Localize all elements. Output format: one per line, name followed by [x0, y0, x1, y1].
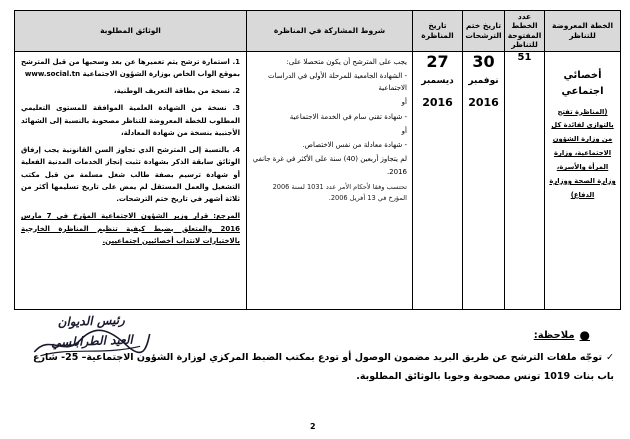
condition-item-1: - الشهادة الجامعية للمرحلة الأولى في الدراسات الاجتماعية [268, 71, 407, 92]
condition-age: لم يتجاوز أربعين (40) سنة على الأكثر في غرة جانفي 2016. [252, 155, 407, 176]
competition-table [14, 10, 621, 310]
condition-note: تحتسب وفقا لأحكام الأمر عدد 1031 لسنة 2006 المؤرخ في 13 أفريل 2006. [272, 182, 407, 203]
header-documents: الوثائق المطلوبة [15, 11, 247, 52]
condition-item-2: - شهادة تقني سام في الخدمة الاجتماعية [289, 112, 407, 121]
cell-exam-date [413, 51, 463, 310]
condition-or-2: أو [401, 126, 407, 135]
close-day: 30 [472, 51, 495, 71]
notes-body [24, 348, 614, 386]
cell-count [505, 51, 545, 310]
document-item-4: 4. بالنسبة إلى المترشح الذي تجاوز السن القانونية يجب إرفاق الوثائق سابقة الذكر بشهادة تثبت إنجاز الخدمات المدنية الفعلية أو شهادة ترسيم بصفة طالب شغل مسلمة من قبل مكتب التشغيل والعمل المستقل لم يمض على تاريخ تسليمها أكثر من ثلاثة أشهر في تاريخ ختم الترشحات. [21, 146, 240, 203]
exam-year: 2016 [422, 96, 453, 110]
notes-text: توجّه ملفات الترشح عن طريق البريد مضمون الوصول أو تودع بمكتب الضبط المركزي لوزارة الشؤون الاجتماعية– 25- شارع باب بنات 1019 تونس مصحوبة وجوبا بالوثائق المطلوبة. [33, 352, 614, 382]
cell-documents [15, 51, 247, 310]
checkmark-icon: ✓ [606, 352, 614, 363]
table-header-row [15, 11, 621, 52]
plan-note: (المناظرة تفتح بالتوازي لفائدة كل من وزارة الشؤون الاجتماعية، وزارة المرأة والأسرة، وزارة الصحة ووزارة الدفاع) [549, 107, 616, 200]
bullet-icon: ● [579, 328, 590, 342]
positions-count: 51 [517, 51, 532, 63]
cell-plan [545, 51, 621, 310]
header-exam-date: تاريخ المناظرة [413, 11, 463, 52]
close-year: 2016 [468, 96, 499, 110]
condition-item-3: - شهادة معادلة من نفس الاختصاص. [302, 141, 407, 149]
page-number: 2 [310, 422, 316, 431]
cell-conditions [247, 51, 413, 310]
table-row [15, 51, 621, 310]
notes-heading [534, 328, 590, 342]
header-plan: الخطة المعروضة للتناظر [545, 11, 621, 52]
condition-or-1: أو [401, 98, 407, 107]
exam-day: 27 [426, 51, 449, 71]
plan-title: أخصائي اجتماعي [561, 69, 604, 97]
cell-close-date [463, 51, 505, 310]
document-reference: المرجع: قرار وزير الشؤون الاجتماعية المؤرخ في 7 مارس 2016 والمتعلق بضبط كيفية تنظيم المناظرة الخارجية بالاختبارات لانتداب أخصائيين اجتماعيين. [21, 212, 240, 245]
header-close-date: تاريخ ختم الترشحات [463, 11, 505, 52]
signature-name: العيد الطرابلسي [50, 332, 133, 350]
conditions-intro: يجب على المترشح أن يكون متحصلا على: [286, 57, 407, 66]
document-item-1: 1. استمارة ترشح يتم تعميرها عن بعد وسحبها من قبل المترشح بموقع الواب الخاص بوزارة الشؤون الاجتماعية www.social.tn [21, 57, 240, 78]
header-conditions: شروط المشاركة في المناظرة [247, 11, 413, 52]
exam-month: ديسمبر [421, 76, 454, 87]
header-count: عدد الخطط المفتوحة للتناظر [505, 11, 545, 52]
close-month: نوفمبر [468, 76, 499, 87]
signature-title: رئيس الديوان [57, 312, 126, 330]
notes-title: ملاحظة: [533, 329, 575, 341]
document-item-3: 3. نسخة من الشهادة العلمية الموافقة للمستوى التعليمي المطلوب للخطة المعروضة للتناظر مصحوبة بالنسبة إلى الشهائد الأجنبية بنسخة من شهادة المعادلة، [21, 104, 240, 137]
document-item-2: 2. نسخة من بطاقة التعريف الوطنية، [113, 87, 240, 95]
